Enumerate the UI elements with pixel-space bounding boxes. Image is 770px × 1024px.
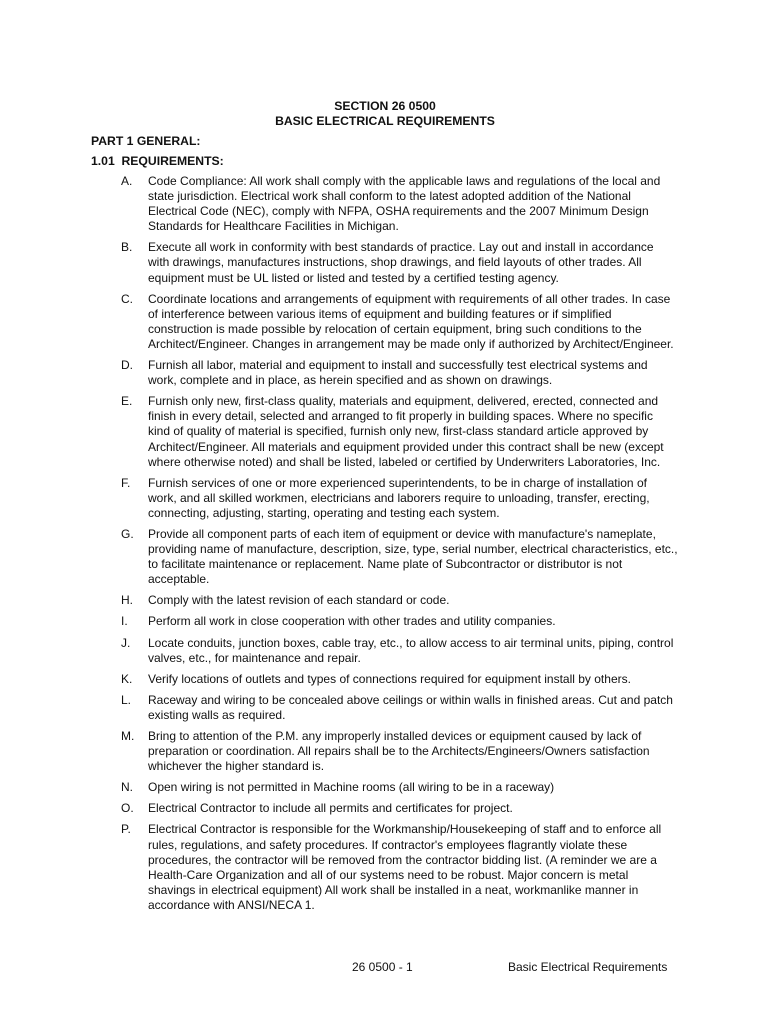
list-item-text: Comply with the latest revision of each standard or code. <box>148 593 450 608</box>
list-item-letter: N. <box>121 780 133 795</box>
list-item-text: Provide all component parts of each item of equipment or device with manufacture's nameplate, providing name of manufacture, description, size, type, serial number, electrical characteristics, etc., to facilitate maintenance or replacement. Name plate of Subcontractor or distributor is not acceptable. <box>148 526 678 587</box>
list-item-letter: L. <box>121 692 132 707</box>
list-item-text: Electrical Contractor is responsible for the Workmanship/Housekeeping of staff and to enforce all rules, regulations, and safety procedures. If contractor's employees flagrantly violate these procedures, the contractor will be removed from the contractor bidding list. (A reminder we are a Health-Care Organization and all of our systems need to be robust. Major concern is metal shavings in electrical equipment) All work shall be installed in a neat, workmanlike manner in accordance with ANSI/NECA 1. <box>148 822 662 912</box>
list-item <box>0 174 770 234</box>
list-item-text: Electrical Contractor to include all permits and certificates for project. <box>148 801 513 816</box>
list-item <box>0 527 770 587</box>
list-item <box>0 780 770 795</box>
list-item <box>0 292 770 352</box>
list-item <box>0 394 770 469</box>
list-item-text: Verify locations of outlets and types of connections required for equipment install by others. <box>148 671 631 686</box>
list-item-letter: K. <box>121 671 133 686</box>
list-item <box>0 358 770 388</box>
list-item-text: Locate conduits, junction boxes, cable tray, etc., to allow access to air terminal units, piping, control valves, etc., for maintenance and repair. <box>148 635 674 665</box>
list-item-letter: I. <box>121 614 128 629</box>
section-number: SECTION 26 0500 <box>334 99 436 113</box>
list-item-letter: O. <box>121 801 134 816</box>
part-heading: PART 1 GENERAL: <box>91 134 201 148</box>
list-item-letter: H. <box>121 593 133 608</box>
list-item-letter: C. <box>121 291 133 306</box>
list-item <box>0 693 770 723</box>
list-item-letter: M. <box>121 729 135 743</box>
list-item <box>0 672 770 687</box>
list-item-text: Execute all work in conformity with best standards of practice. Lay out and install in accordance with drawings, manufactures instructions, shop drawings, and field layouts of other trades. All equipment must be UL listed or listed and tested by a certified testing agency. <box>148 240 654 285</box>
list-item-letter: J. <box>121 635 131 650</box>
list-item <box>0 476 770 521</box>
list-item <box>0 729 770 774</box>
section-title: BASIC ELECTRICAL REQUIREMENTS <box>275 114 495 128</box>
list-item-text: Furnish all labor, material and equipment to install and successfully test electrical systems and work, complete and in place, as herein specified and as shown on drawings. <box>148 358 648 388</box>
list-item-text: Furnish only new, first-class quality, materials and equipment, delivered, erected, connected and finish in every detail, selected and arranged to fit properly in building spaces. Where no specific kind of quality of material is specified, furnish only new, first-class standard article approved by Architect/Engineer. All materials and equipment provided under this contract shall be new (except where otherwise noted) and shall be listed, labeled or certified by Underwriters Laboratories, Inc. <box>148 394 664 469</box>
list-item <box>0 593 770 608</box>
list-item <box>0 822 770 913</box>
list-item-text: Code Compliance: All work shall comply with the applicable laws and regulations of the local and state jurisdiction. Electrical work shall conform to the latest adopted addition of the National Electrical Code (NEC), comply with NFPA, OSHA requirements and the 2007 Minimum Design Standards for Healthcare Facilities in Michigan. <box>148 174 661 234</box>
list-item-text: Bring to attention of the P.M. any improperly installed devices or equipment caused by lack of preparation or coordination. All repairs shall be to the Architects/Engineers/Owners satisfaction whichever the higher standard is. <box>148 729 650 774</box>
requirements-list <box>0 174 770 919</box>
list-item-text: Open wiring is not permitted in Machine rooms (all wiring to be in a raceway) <box>148 780 555 795</box>
list-item-letter: B. <box>121 240 133 255</box>
list-item-text: Coordinate locations and arrangements of equipment with requirements of all other trades. In case of interference between various items of equipment and building features or if simplified construction is made possible by relocation of certain equipment, bring such conditions to the Architect/Engineer. Changes in arrangement may be made only if authorized by Architect/Engineer. <box>148 291 674 351</box>
list-item-text: Furnish services of one or more experienced superintendents, to be in charge of installation of work, and all skilled workmen, electricians and laborers require to unloading, transfer, erecting, connecting, adjusting, starting, operating and testing each system. <box>148 475 650 520</box>
list-item-letter: F. <box>121 475 131 490</box>
list-item <box>0 636 770 666</box>
list-item <box>0 614 770 629</box>
list-item-letter: D. <box>121 358 133 373</box>
list-item-letter: G. <box>121 526 134 541</box>
list-item-letter: E. <box>121 394 133 409</box>
list-item <box>0 801 770 816</box>
requirements-heading: 1.01 REQUIREMENTS: <box>91 154 224 168</box>
footer-title: Basic Electrical Requirements <box>508 960 668 974</box>
list-item <box>0 240 770 285</box>
footer-page-number: 26 0500 - 1 <box>352 960 413 974</box>
list-item-text: Raceway and wiring to be concealed above ceilings or within walls in finished areas. Cut and patch existing walls as required. <box>148 692 673 722</box>
list-item-text: Perform all work in close cooperation with other trades and utility companies. <box>148 614 556 629</box>
list-item-letter: P. <box>121 822 131 837</box>
list-item-letter: A. <box>121 174 133 188</box>
